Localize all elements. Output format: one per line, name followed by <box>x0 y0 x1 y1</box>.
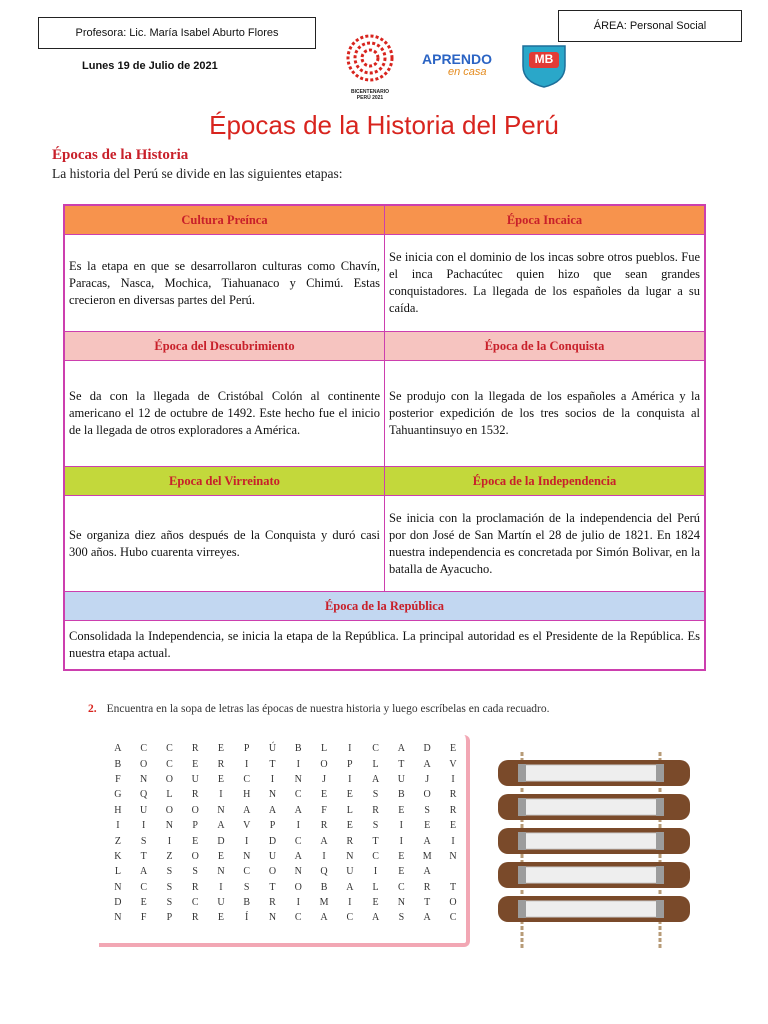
word-search-letter[interactable]: R <box>191 789 199 801</box>
word-search-letter[interactable]: E <box>320 789 328 801</box>
word-search-letter[interactable]: I <box>348 743 352 755</box>
answer-plate[interactable] <box>522 765 660 781</box>
word-search-row <box>105 741 466 756</box>
word-search-letter[interactable]: E <box>217 912 224 924</box>
word-search-letter[interactable]: R <box>320 820 328 832</box>
word-search-letter[interactable]: O <box>294 881 302 893</box>
era-text-preinca: Es la etapa en que se desarrollaron culturas como Chavín, Paracas, Nasca, Mochica, Tiahuanaco y Chimú. Estas crecieron en diversas partes del Perú. <box>69 258 380 307</box>
rope-knot <box>656 900 664 918</box>
word-search-letter[interactable]: A <box>423 758 431 770</box>
word-search-letter[interactable]: R <box>423 881 431 893</box>
word-search-letter[interactable]: D <box>423 743 431 755</box>
word-search-letter[interactable]: O <box>191 850 199 862</box>
word-search-letter[interactable]: G <box>114 789 122 801</box>
word-search-letter[interactable]: I <box>116 820 120 832</box>
word-search-letter[interactable]: C <box>243 866 251 878</box>
word-search-letter[interactable]: R <box>449 804 457 816</box>
word-search-row <box>105 864 466 879</box>
eras-table <box>63 204 706 671</box>
era-title-preinca: Cultura Preínca <box>65 206 384 234</box>
word-search-letter[interactable]: C <box>294 912 302 924</box>
word-search-letter[interactable]: S <box>424 804 430 816</box>
word-search-letter[interactable]: H <box>114 804 122 816</box>
era-text-virreinato: Se organiza diez años después de la Conquista y duró casi 300 años. Hubo cuarenta virreyes. <box>69 527 380 559</box>
word-search-letter[interactable]: P <box>347 758 353 770</box>
word-search-row <box>105 787 466 802</box>
word-search-letter[interactable]: E <box>217 850 224 862</box>
word-search-letter[interactable]: B <box>320 881 328 893</box>
rope-knot <box>656 832 664 850</box>
word-search-letter[interactable]: E <box>192 758 199 770</box>
word-search-letter[interactable]: J <box>425 773 430 785</box>
word-search-letter[interactable]: N <box>346 850 354 862</box>
word-search-letter[interactable]: C <box>243 773 251 785</box>
word-search-letter[interactable]: A <box>268 804 277 816</box>
word-search-letter[interactable]: I <box>270 773 275 785</box>
word-search-letter[interactable]: B <box>398 789 405 801</box>
word-search-letter[interactable]: E <box>398 866 405 878</box>
word-search-letter[interactable]: N <box>140 773 148 785</box>
word-search-letter[interactable]: P <box>192 820 198 832</box>
word-search-letter[interactable]: N <box>397 897 405 909</box>
era-title-conquista: Época de la Conquista <box>384 332 704 360</box>
word-search-letter[interactable]: U <box>191 773 199 785</box>
school-shield-logo <box>519 42 569 88</box>
word-search-letter[interactable]: F <box>140 912 147 924</box>
word-search-letter[interactable]: N <box>165 820 174 832</box>
word-search-letter[interactable]: F <box>115 773 121 785</box>
word-search-letter[interactable]: R <box>449 789 457 801</box>
word-search-letter[interactable]: T <box>449 881 457 893</box>
word-search-letter[interactable]: C <box>346 912 354 924</box>
word-search-letter[interactable]: U <box>268 850 277 862</box>
era-header-row <box>65 332 704 361</box>
era-text-incaica: Se inicia con el dominio de los incas sobre otros pueblos. Fue el inca Pachacútec quien hizo que sean grandes conquistadores. La llegada de los españoles da lugar a su caída. <box>384 235 704 331</box>
word-search-letter[interactable]: U <box>346 866 354 878</box>
bicentenario-emblem-icon <box>338 32 402 84</box>
aprendo-en-casa-logo <box>422 52 498 82</box>
word-search-letter[interactable]: I <box>296 897 300 909</box>
section-heading: Épocas de la Historia <box>52 147 189 163</box>
word-search-letter[interactable]: E <box>346 789 353 801</box>
word-search-letter[interactable]: S <box>140 835 147 847</box>
answer-box[interactable] <box>498 760 690 786</box>
word-search-letter[interactable]: E <box>449 820 457 832</box>
era-header-row <box>65 206 704 235</box>
era-text-descubrimiento: Se da con la llegada de Cristóbal Colón al continente americano el 12 de octubre de 1492. Este hecho fue el inicio de la llegada de otros exploradores a América. <box>69 389 380 437</box>
word-search-frame <box>99 735 470 947</box>
word-search-letter[interactable]: R <box>191 912 199 924</box>
rope-knot <box>518 764 526 782</box>
word-search-letter[interactable]: L <box>372 881 379 893</box>
era-header-row <box>65 592 704 621</box>
word-search-letter[interactable]: T <box>140 850 147 862</box>
exercise-text: Encuentra en la sopa de letras las épocas de nuestra historia y luego escríbelas en cada recuadro. <box>106 703 550 715</box>
word-search-letter[interactable]: T <box>372 835 379 847</box>
word-search-letter[interactable]: E <box>217 773 224 785</box>
word-search-letter[interactable]: A <box>320 835 328 847</box>
answer-box[interactable] <box>498 828 690 854</box>
word-search-letter[interactable]: S <box>398 912 405 924</box>
word-search-letter[interactable]: A <box>114 743 122 755</box>
era-header-row <box>65 467 704 496</box>
word-search-letter[interactable]: E <box>346 820 353 832</box>
word-search-letter[interactable]: L <box>320 743 328 755</box>
word-search-letter[interactable]: P <box>269 820 276 832</box>
answer-box[interactable] <box>498 794 690 820</box>
word-search-letter[interactable]: A <box>294 804 302 816</box>
word-search-letter[interactable]: A <box>371 773 380 785</box>
answer-plate[interactable] <box>522 867 660 883</box>
rope-knot <box>518 866 526 884</box>
era-title-descubrimiento: Época del Descubrimiento <box>65 332 384 360</box>
answer-plate[interactable] <box>522 799 660 815</box>
word-search-letter[interactable]: I <box>296 758 300 770</box>
word-search-letter[interactable]: P <box>166 912 173 924</box>
word-search-letter[interactable]: N <box>449 850 457 862</box>
word-search-letter[interactable]: R <box>346 835 354 847</box>
word-search-letter[interactable]: S <box>243 881 250 893</box>
word-search-letter[interactable]: O <box>423 789 431 801</box>
word-search-letter[interactable]: O <box>320 758 328 770</box>
word-search-letter[interactable]: S <box>372 820 379 832</box>
word-search-letter[interactable]: T <box>424 897 431 909</box>
bicentenario-logo <box>338 32 402 101</box>
era-title-republica: Época de la República <box>65 592 704 620</box>
word-search-letter[interactable]: I <box>451 835 455 847</box>
word-search-letter[interactable] <box>440 864 466 879</box>
word-search-letter[interactable]: N <box>217 866 225 878</box>
answer-box[interactable] <box>498 862 690 888</box>
word-search-letter[interactable]: N <box>114 912 122 924</box>
era-text-row <box>65 621 704 669</box>
area-label: ÁREA: Personal Social <box>593 20 707 32</box>
word-search-letter[interactable]: L <box>114 866 121 878</box>
word-search-letter[interactable]: L <box>166 789 173 801</box>
word-search-letter[interactable]: I <box>451 773 455 785</box>
en-casa-text: en casa <box>448 66 487 78</box>
bicentenario-text-2: PERÚ 2021 <box>356 95 384 101</box>
word-search-letter[interactable]: D <box>114 897 122 909</box>
word-search-letter[interactable]: A <box>397 743 405 755</box>
era-text-conquista: Se produjo con la llegada de los españoles a América y la posterior expedición de los tres socios de la conquista al Tahuantinsuyo en 1532. <box>384 361 704 466</box>
word-search-letter[interactable]: O <box>449 897 457 909</box>
word-search-letter[interactable]: I <box>348 897 352 909</box>
word-search-letter[interactable]: I <box>399 820 404 832</box>
word-search-letter[interactable]: Q <box>140 789 148 801</box>
word-search-letter[interactable]: C <box>191 897 199 909</box>
teacher-box <box>38 17 316 49</box>
word-search-row <box>105 772 466 787</box>
word-search-letter[interactable]: A <box>294 850 302 862</box>
answer-box[interactable] <box>498 896 690 922</box>
word-search-letter[interactable]: E <box>449 743 457 755</box>
era-title-incaica: Época Incaica <box>384 206 704 234</box>
word-search-letter[interactable]: R <box>191 881 199 893</box>
word-search-letter[interactable]: Z <box>114 835 121 847</box>
word-search-letter[interactable]: M <box>422 850 432 862</box>
word-search-letter[interactable]: A <box>423 835 431 847</box>
word-search-letter[interactable]: L <box>346 804 353 816</box>
word-search-letter[interactable]: C <box>140 881 147 893</box>
word-search-letter[interactable]: E <box>192 835 199 847</box>
word-search-letter[interactable]: I <box>296 820 300 832</box>
word-search-letter[interactable]: N <box>294 866 302 878</box>
word-search-letter[interactable]: C <box>294 789 302 801</box>
word-search-letter[interactable]: V <box>449 758 457 770</box>
word-search-letter[interactable]: S <box>192 866 198 878</box>
era-text-row <box>65 496 704 592</box>
word-search-letter[interactable]: A <box>346 881 354 893</box>
rope-knot <box>656 866 664 884</box>
bicentenario-text-1: BICENTENARIO <box>350 89 390 95</box>
word-search-letter[interactable]: C <box>294 835 302 847</box>
answer-plate[interactable] <box>522 901 660 917</box>
aprendo-text: APRENDO <box>422 51 493 67</box>
word-search-letter[interactable]: N <box>268 912 277 924</box>
word-search-letter[interactable]: N <box>294 773 302 785</box>
word-search-letter[interactable]: I <box>219 881 223 893</box>
word-search-row <box>105 803 466 818</box>
era-text-row <box>65 361 704 467</box>
word-search-letter[interactable]: N <box>243 850 251 862</box>
word-search-letter[interactable]: A <box>320 912 328 924</box>
school-initials: MB <box>534 52 554 66</box>
word-search-letter[interactable]: A <box>243 804 251 816</box>
word-search-letter[interactable]: N <box>268 789 277 801</box>
word-search-letter[interactable]: C <box>166 758 173 770</box>
word-search-letter[interactable]: E <box>424 820 431 832</box>
word-search-letter[interactable]: L <box>372 758 379 770</box>
word-search-letter[interactable]: Q <box>320 866 328 878</box>
word-search-letter[interactable]: T <box>269 758 276 770</box>
word-search-letter[interactable]: F <box>321 804 327 816</box>
word-search-letter[interactable]: E <box>398 804 405 816</box>
word-search-letter[interactable]: S <box>372 789 379 801</box>
word-search-letter[interactable]: D <box>268 835 277 847</box>
word-search-letter[interactable]: Z <box>166 850 173 862</box>
word-search-row <box>105 910 466 925</box>
word-search-letter[interactable]: O <box>191 804 199 816</box>
word-search-letter[interactable]: B <box>114 758 122 770</box>
word-search-row <box>105 833 466 848</box>
word-search-letter[interactable]: I <box>399 835 404 847</box>
word-search-letter[interactable]: Í <box>245 912 249 924</box>
era-text-republica: Consolidada la Independencia, se inicia la etapa de la República. La principal autoridad es el Presidente de la República. Es nuestra etapa actual. <box>69 629 700 660</box>
word-search-letter[interactable]: U <box>140 804 148 816</box>
word-search-row <box>105 849 466 864</box>
word-search-letter[interactable]: M <box>319 897 329 909</box>
word-search-row <box>105 756 466 771</box>
word-search-letter[interactable]: V <box>243 820 251 832</box>
page-title: Épocas de la Historia del Perú <box>209 110 559 140</box>
answer-plate[interactable] <box>522 833 660 849</box>
word-search-row <box>105 895 466 910</box>
word-search-letter[interactable]: O <box>140 758 148 770</box>
word-search-letter[interactable]: D <box>217 835 225 847</box>
word-search-letter[interactable]: E <box>398 850 405 862</box>
word-search-letter[interactable]: S <box>166 897 173 909</box>
word-search-letter[interactable]: O <box>165 804 174 816</box>
word-search-letter[interactable]: S <box>166 881 173 893</box>
word-search-letter[interactable]: C <box>140 743 147 755</box>
word-search-letter[interactable]: N <box>114 881 122 893</box>
word-search-letter[interactable]: C <box>372 850 379 862</box>
rope-knot <box>656 764 664 782</box>
word-search-letter[interactable]: R <box>372 804 379 816</box>
word-search-letter[interactable]: C <box>166 743 173 755</box>
word-search-letter[interactable]: I <box>219 789 223 801</box>
word-search-letter[interactable]: I <box>167 835 172 847</box>
word-search-letter[interactable]: R <box>269 897 276 909</box>
word-search-letter[interactable]: I <box>373 866 378 878</box>
word-search-letter[interactable]: R <box>217 758 225 770</box>
rope-knot <box>518 832 526 850</box>
word-search-letter[interactable]: A <box>217 820 225 832</box>
date-label: Lunes 19 de Julio de 2021 <box>82 60 218 72</box>
word-search-letter[interactable]: E <box>217 743 224 755</box>
era-text-row <box>65 235 704 332</box>
exercise-instruction <box>88 703 550 715</box>
word-search-letter[interactable]: I <box>245 758 249 770</box>
word-search-grid <box>105 741 466 926</box>
exercise-number: 2. <box>88 703 97 715</box>
section-intro: La historia del Perú se divide en las siguientes etapas: <box>52 166 343 181</box>
word-search-letter[interactable]: I <box>322 850 326 862</box>
word-search-letter[interactable]: A <box>140 866 148 878</box>
teacher-name: Profesora: Lic. María Isabel Aburto Flores <box>75 27 279 39</box>
word-search-letter[interactable]: S <box>166 866 173 878</box>
word-search-letter[interactable]: R <box>191 743 199 755</box>
answer-ladder <box>494 752 694 948</box>
word-search-letter[interactable]: J <box>322 773 326 785</box>
era-text-independencia: Se inicia con la proclamación de la independencia del Perú por don José de San Martín el 28 de julio de 1821. En 1824 nuestra independencia es concretada por Simón Bolivar, en la batalla de Ayacucho. <box>384 496 704 591</box>
word-search-letter[interactable]: O <box>268 866 277 878</box>
word-search-letter[interactable]: I <box>348 773 352 785</box>
word-search-row <box>105 880 466 895</box>
word-search-letter[interactable]: C <box>449 912 457 924</box>
word-search-letter[interactable]: C <box>398 881 405 893</box>
area-box <box>558 10 742 42</box>
word-search-letter[interactable]: Ú <box>268 743 277 755</box>
word-search-letter[interactable]: A <box>371 912 380 924</box>
word-search-letter[interactable]: B <box>243 897 251 909</box>
word-search-letter[interactable]: A <box>423 866 431 878</box>
word-search-letter[interactable]: O <box>165 773 174 785</box>
word-search-row <box>105 818 466 833</box>
word-search-letter[interactable]: H <box>243 789 251 801</box>
word-search-letter[interactable]: C <box>372 743 379 755</box>
word-search-letter[interactable]: P <box>243 743 250 755</box>
word-search-letter[interactable]: T <box>269 881 276 893</box>
word-search-letter[interactable]: A <box>423 912 431 924</box>
era-title-virreinato: Epoca del Virreinato <box>65 467 384 495</box>
era-title-independencia: Época de la Independencia <box>384 467 704 495</box>
word-search-letter[interactable]: N <box>217 804 225 816</box>
word-search-letter[interactable]: E <box>140 897 147 909</box>
word-search-letter[interactable]: T <box>398 758 405 770</box>
word-search-letter[interactable]: E <box>372 897 379 909</box>
word-search-letter[interactable]: K <box>114 850 122 862</box>
rope-knot <box>656 798 664 816</box>
word-search-letter[interactable]: U <box>397 773 405 785</box>
word-search-letter[interactable]: B <box>294 743 302 755</box>
rope-knot <box>518 798 526 816</box>
word-search-letter[interactable]: I <box>141 820 146 832</box>
word-search-letter[interactable]: I <box>245 835 249 847</box>
rope-knot <box>518 900 526 918</box>
word-search-letter[interactable]: U <box>217 897 225 909</box>
